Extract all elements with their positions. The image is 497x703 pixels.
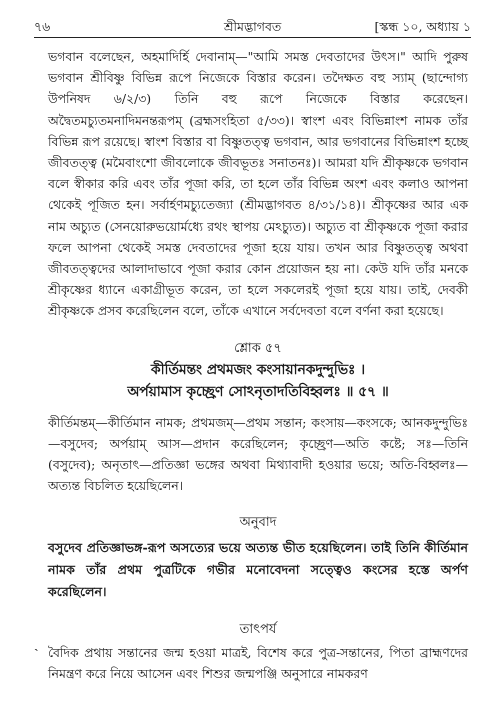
verse-line-1: কীর্তিমন্তং প্রথমজং কংসায়ানকদুন্দুভিঃ । — [150, 361, 366, 378]
page-header — [34, 19, 471, 38]
purport-heading: তাৎপর্য — [239, 621, 277, 637]
translation-paragraph: বসুদেব প্রতিজ্ঞাভঙ্গ-রূপ অসত্যের ভয়ে অত্যন্ত ভীত হয়েছিলেন। তাই তিনি কীর্তিমান নামক তাঁর প্রথম পুত্রটিকে গভীর মনোবেদনা সত্ত্বেও কংসের হস্তে অর্পণ করেছিলেন। — [48, 539, 468, 599]
translation-heading: অনুবাদ — [239, 514, 277, 530]
purport-paragraph: বৈদিক প্রথায় সন্তানের জন্ম হওয়া মাত্রই, বিশেষ করে পুত্র-সন্তানের, পিতা ব্রাহ্মণদের নিমন্ত্রণ করে নিয়ে আসেন এবং শিশুর জন্মপঞ্জি অনুসারে নামকরণ — [48, 644, 468, 681]
verse-line-2: অর্পয়ামাস কৃচ্ছ্রেণ সোঽনৃতাদতিবিহ্বলঃ ॥ ৫৭ ॥ — [127, 383, 389, 400]
page-body — [48, 46, 468, 696]
synonyms-paragraph: কীর্তিমন্তম্—কীর্তিমান নামক; প্রথমজম্—প্রথম সন্তান; কংসায়—কংসকে; আনকদুন্দুভিঃ—বসুদেব; অর্পয়াম্ আস—প্রদান করেছিলেন; কৃচ্ছ্রেণ—অতি কষ্টে; সঃ—তিনি (বসুদেব); অনৃতাৎ—প্রতিজ্ঞা ভঙ্গের অথবা মিথ্যাবাদী হওয়ার ভয়ে; অতি-বিহ্বলঃ—অত্যন্ত বিচলিত হয়েছিলেন। — [48, 414, 468, 493]
commentary-paragraph: ভগবান বলেছেন, অহমাদির্হি দেবানাম্—"আমি সমস্ত দেবতাদের উৎস।" আদি পুরুষ ভগবান শ্রীবিষ্ণু বিভিন্ন রূপে নিজেকে বিস্তার করেন। তদৈক্ষত বহু স্যাম্ (ছান্দোগ্য উপনিষদ ৬/২/৩) তিনি বহু রূপে নিজেকে বিস্তার করেছেন। অদ্বৈতমচ্যুতমনাদিমনন্তরূপম্ (ব্রহ্মসংহিতা ৫/৩৩)। স্বাংশ এবং বিভিন্নাংশ নামক তাঁর বিভিন্ন রূপ রয়েছে। স্বাংশ বিস্তার বা বিষ্ণুতত্ত্ব ভগবান, আর ভগবানের বিভিন্নাংশ হচ্ছে জীবতত্ত্ব (মমৈবাংশো জীবলোকে জীবভূতঃ সনাতনঃ)। আমরা যদি শ্রীকৃষ্ণকে ভগবান বলে স্বীকার করি এবং তাঁর পূজা করি, তা হলে তাঁর বিভিন্ন অংশ এবং কলাও আপনা থেকেই পূজিত হন। সর্বার্হণমচ্যুতেজ্যা (শ্রীমদ্ভাগবত ৪/৩১/১৪)। শ্রীকৃষ্ণের আর এক নাম অচ্যুত (সেনয়োরুভয়োর্মধ্যে রথং স্থাপয় মেঽচ্যুত)। অচ্যুত বা শ্রীকৃষ্ণকে পূজা করার ফলে আপনা থেকেই সমস্ত দেবতাদের পূজা হয়ে যায়। তখন আর বিষ্ণুতত্ত্ব অথবা জীবতত্ত্বদের আলাদাভাবে পূজা করার কোন প্রয়োজন হয় না। কেউ যদি তাঁর মনকে শ্রীকৃষ্ণের ধ্যানে একাগ্রীভূত করেন, তা হলে সকলেরই পূজা হয়ে যায়। তাই, দেবকী শ্রীকৃষ্ণকে প্রসব করেছিলেন বলে, তাঁকে এখানে সর্বদেবতা বলে বর্ণনা করা হয়েছে। — [48, 49, 468, 319]
page-number: ৭৬ — [34, 19, 51, 34]
verse-heading: শ্লোক ৫৭ — [234, 340, 282, 356]
book-title: শ্রীমদ্ভাগবত — [224, 19, 282, 34]
margin-mark: ˏ — [34, 636, 39, 652]
chapter-reference: [স্কন্ধ ১০, অধ্যায় ১ — [374, 19, 471, 34]
